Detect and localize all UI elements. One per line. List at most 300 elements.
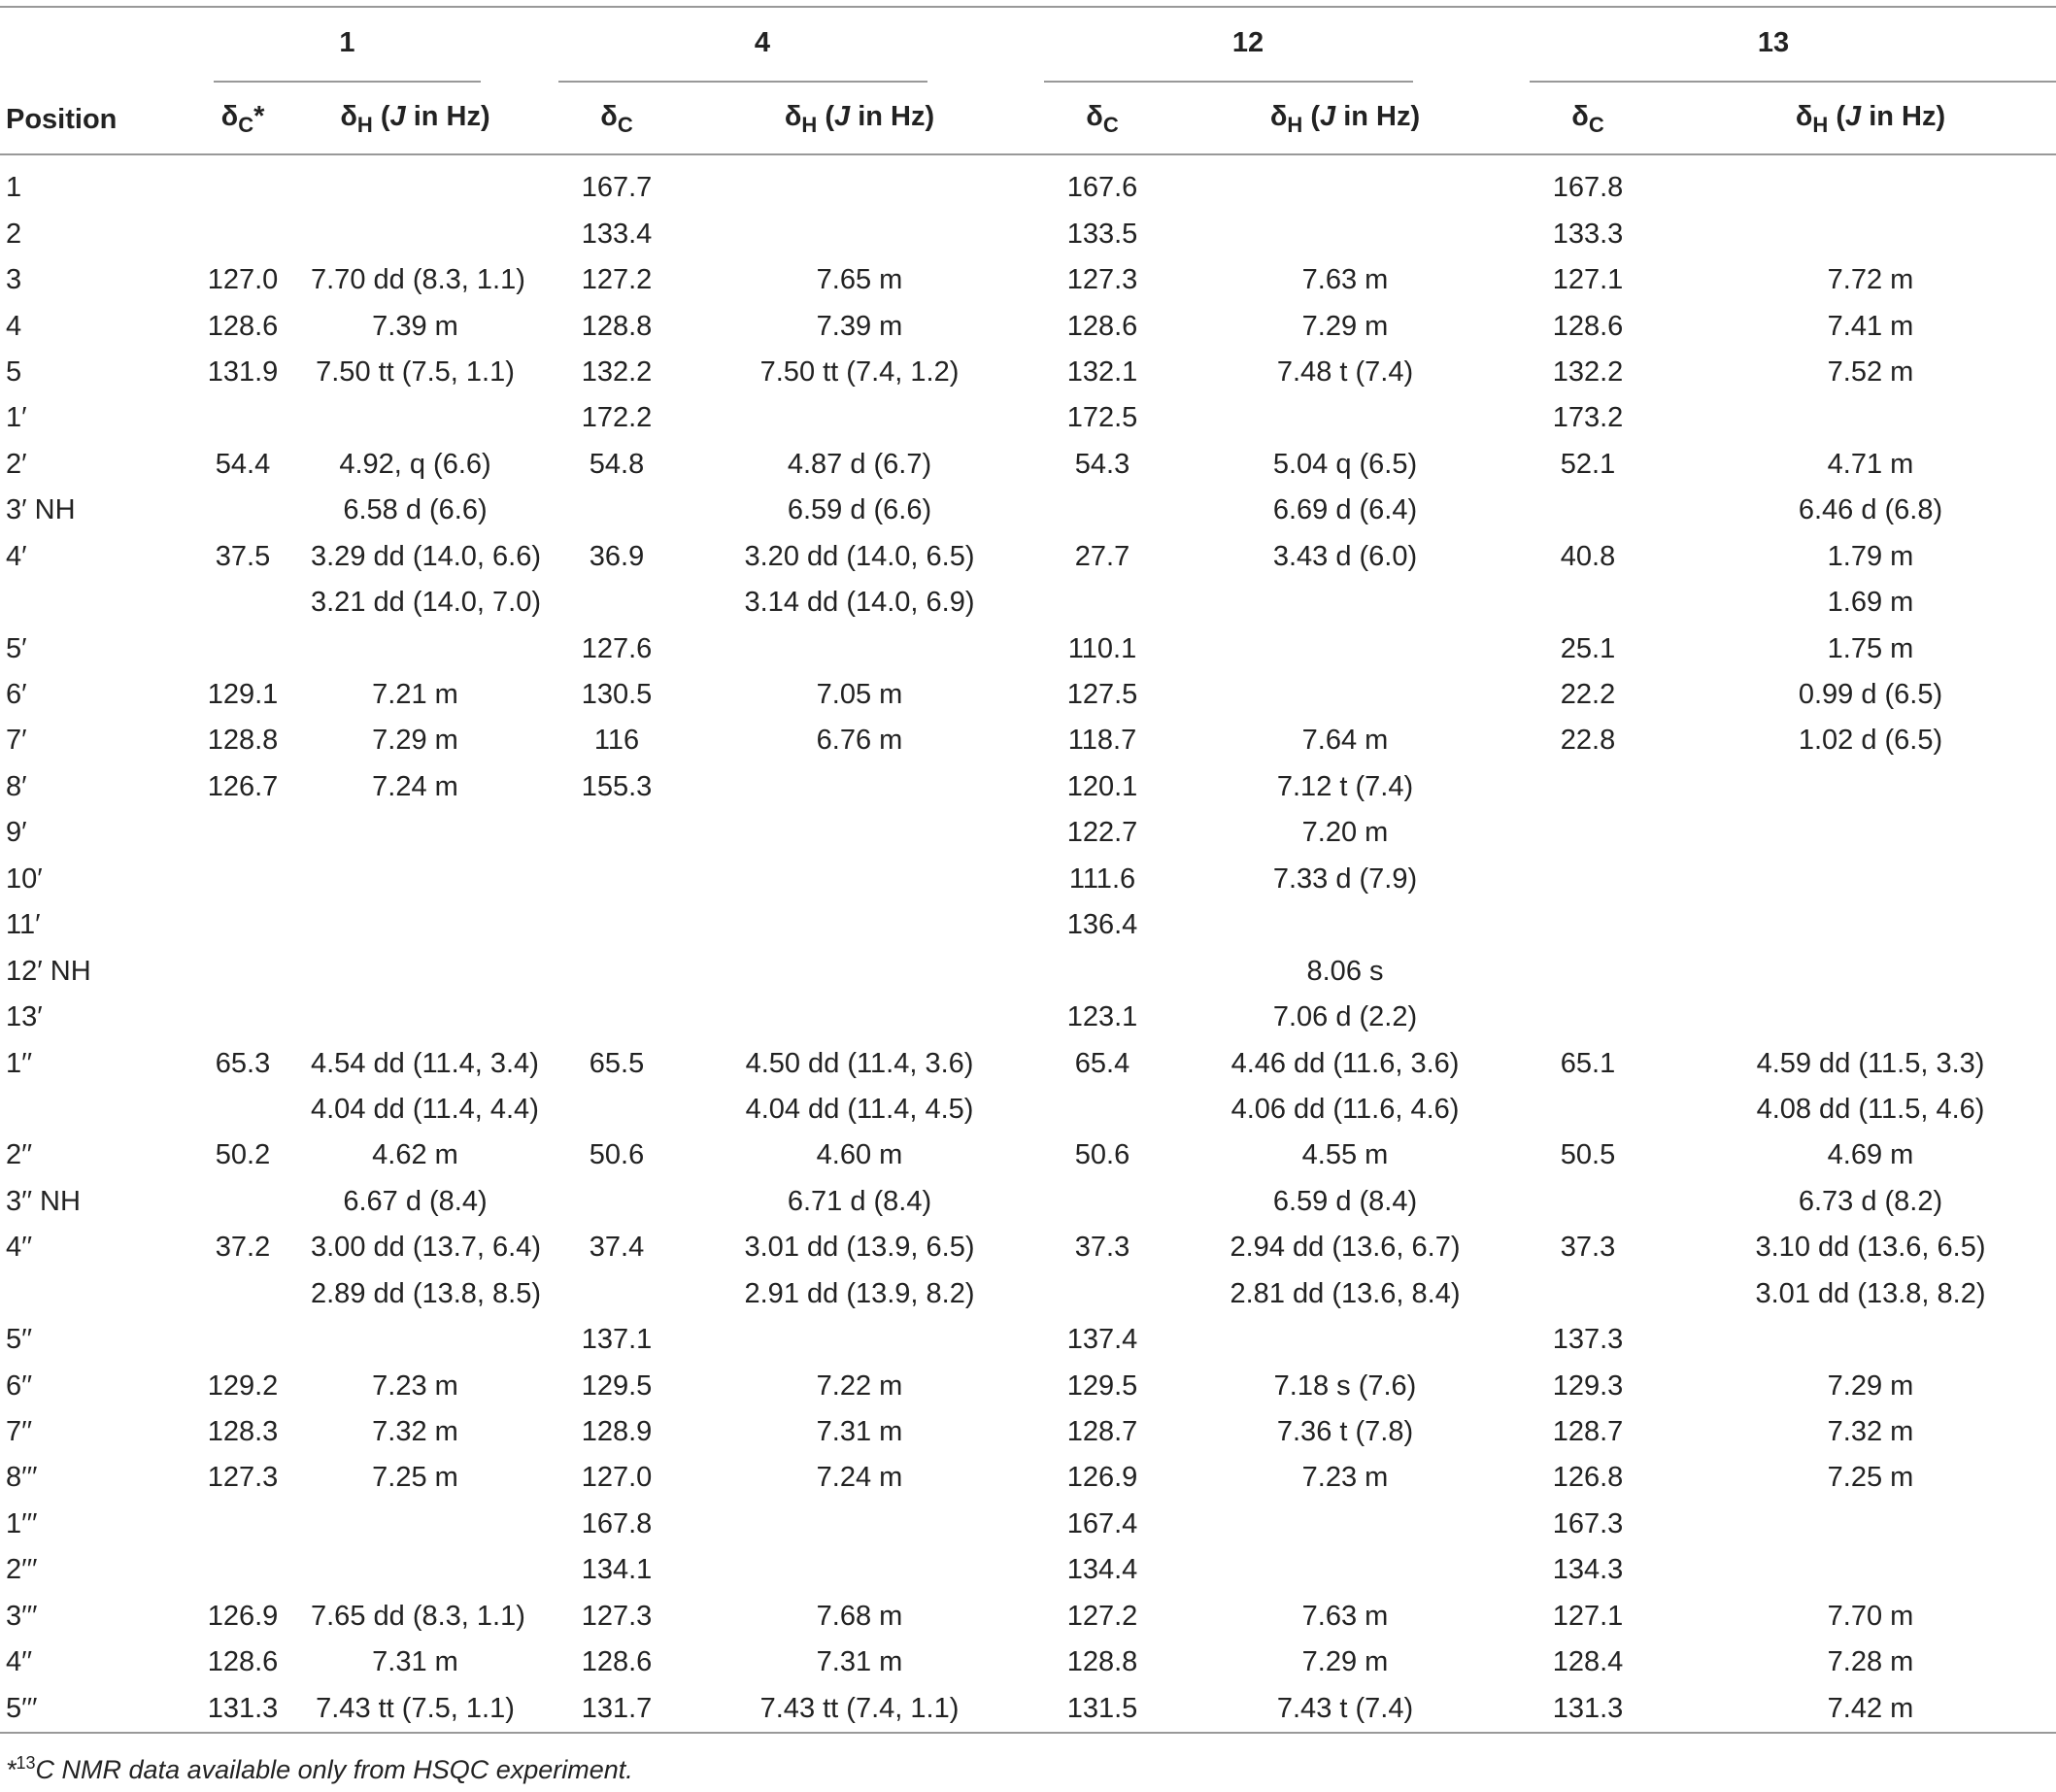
dh-cell: 7.05 m xyxy=(816,679,903,711)
dc-cell xyxy=(520,580,714,626)
dh-cell: 7.31 m xyxy=(372,1646,458,1678)
dh-cell xyxy=(714,902,1005,948)
dh-cell xyxy=(714,810,1005,856)
position-cell xyxy=(0,1271,175,1317)
table-row xyxy=(0,995,2056,1040)
dc-cell: 37.4 xyxy=(589,1232,645,1264)
column-header-row xyxy=(0,85,2056,154)
dh-cell: 1.69 m xyxy=(1827,587,1914,619)
compound-header: 1 xyxy=(339,26,355,58)
dh-cell: 4.54 dd (11.4, 3.4) xyxy=(311,1047,539,1079)
dc-cell: 136.4 xyxy=(1066,909,1138,941)
dh-cell: 4.06 dd (11.6, 4.6) xyxy=(1230,1093,1460,1125)
table-row xyxy=(0,1685,2056,1732)
position-cell: 3′′ NH xyxy=(6,1185,81,1217)
table-row xyxy=(0,1455,2056,1501)
dc-cell: 54.4 xyxy=(215,448,271,480)
dc-cell: 110.1 xyxy=(1067,632,1137,664)
table-row xyxy=(0,1409,2056,1455)
dh-cell: 2.81 dd (13.6, 8.4) xyxy=(1230,1277,1461,1309)
dh-cell xyxy=(1685,395,2056,441)
table-row xyxy=(0,1271,2056,1317)
dh-cell: 3.01 dd (13.8, 8.2) xyxy=(1755,1277,1986,1309)
dh-cell xyxy=(714,764,1005,810)
dc-cell: 167.6 xyxy=(1066,172,1138,204)
dh-cell: 6.71 d (8.4) xyxy=(787,1185,932,1217)
dc-cell: 133.3 xyxy=(1552,218,1624,250)
dc-cell xyxy=(175,1502,311,1547)
dh-cell: 1.75 m xyxy=(1827,632,1914,664)
dh-cell xyxy=(1199,211,1491,256)
dc-cell xyxy=(175,211,311,256)
position-cell: 2′′ xyxy=(6,1139,33,1171)
dc-cell: 129.1 xyxy=(207,679,279,711)
table-row xyxy=(0,626,2056,671)
dc-cell: 127.0 xyxy=(207,264,279,296)
dc-header: $\delta_C$ xyxy=(520,85,714,154)
dh-cell xyxy=(311,626,520,671)
dc-cell: 120.1 xyxy=(1066,770,1138,802)
dc-cell: 25.1 xyxy=(1560,632,1616,664)
dc-cell: 134.3 xyxy=(1552,1554,1624,1586)
dh-header: $\delta_H$ (J in Hz) xyxy=(311,85,520,154)
dh-cell xyxy=(714,211,1005,256)
dh-cell xyxy=(1685,211,2056,256)
dc-cell: 127.0 xyxy=(581,1462,653,1494)
dh-cell xyxy=(311,995,520,1040)
dc-cell: 167.7 xyxy=(581,172,653,204)
dh-cell: 4.71 m xyxy=(1827,448,1914,480)
dc-cell: 131.7 xyxy=(581,1692,653,1724)
dc-cell xyxy=(1005,488,1199,533)
table-row xyxy=(0,350,2056,395)
dh-cell: 7.48 t (7.4) xyxy=(1276,355,1414,388)
dh-cell: 7.70 dd (8.3, 1.1) xyxy=(311,264,525,296)
dh-cell xyxy=(1199,154,1491,211)
dc-cell: 52.1 xyxy=(1560,448,1616,480)
dc-cell: 27.7 xyxy=(1074,540,1130,572)
dh-cell xyxy=(714,1547,1005,1593)
dc-cell: 37.3 xyxy=(1074,1232,1130,1264)
dh-cell: 7.24 m xyxy=(816,1462,903,1494)
dh-cell: 8.06 s xyxy=(1306,955,1384,987)
dh-cell xyxy=(311,395,520,441)
table-row xyxy=(0,257,2056,303)
dh-cell: 6.69 d (6.4) xyxy=(1272,494,1418,526)
dh-cell: 4.04 dd (11.4, 4.5) xyxy=(745,1093,974,1125)
position-cell: 4′ xyxy=(6,540,27,572)
dh-cell xyxy=(311,810,520,856)
dc-cell xyxy=(1491,1271,1685,1317)
dc-cell xyxy=(175,488,311,533)
dc-cell xyxy=(520,995,714,1040)
dh-cell: 7.41 m xyxy=(1827,310,1914,342)
dh-cell xyxy=(714,1502,1005,1547)
position-cell: 2′′′ xyxy=(6,1554,38,1586)
dc-cell: 129.2 xyxy=(207,1369,279,1402)
dc-cell: 37.5 xyxy=(215,540,271,572)
dh-cell xyxy=(311,211,520,256)
dc-cell xyxy=(1491,857,1685,902)
dc-cell xyxy=(175,810,311,856)
table-row xyxy=(0,1640,2056,1685)
table-row xyxy=(0,1133,2056,1178)
dc-cell: 126.9 xyxy=(207,1600,279,1632)
dh-cell xyxy=(1685,810,2056,856)
dc-cell: 65.4 xyxy=(1074,1047,1130,1079)
dc-cell xyxy=(1005,1179,1199,1225)
dc-cell: 54.3 xyxy=(1074,448,1130,480)
dh-cell xyxy=(311,1502,520,1547)
dh-cell: 7.23 m xyxy=(372,1369,458,1402)
dh-cell: 7.25 m xyxy=(372,1462,458,1494)
dc-cell: 123.1 xyxy=(1066,1001,1138,1033)
dc-header: $\delta_C$ xyxy=(1005,85,1199,154)
table-row xyxy=(0,902,2056,948)
dh-cell xyxy=(311,1317,520,1363)
dc-cell: 172.5 xyxy=(1066,402,1138,434)
dc-cell: 128.8 xyxy=(581,310,653,342)
dh-cell xyxy=(1685,764,2056,810)
dh-header: $\delta_H$ (J in Hz) xyxy=(1685,85,2056,154)
dc-cell: 127.2 xyxy=(1066,1600,1138,1632)
dc-cell xyxy=(1491,810,1685,856)
table-row xyxy=(0,154,2056,211)
dc-cell xyxy=(1491,488,1685,533)
dh-cell: 3.00 dd (13.7, 6.4) xyxy=(311,1232,541,1264)
table-body xyxy=(0,154,2056,1733)
position-cell: 8′′′ xyxy=(6,1462,38,1494)
table-row xyxy=(0,1502,2056,1547)
dh-cell: 3.29 dd (14.0, 6.6) xyxy=(311,540,541,572)
dh-cell: 6.76 m xyxy=(816,725,903,757)
dh-cell: 1.79 m xyxy=(1827,540,1914,572)
dc-cell xyxy=(175,1087,311,1133)
table-bottom-rule xyxy=(0,1733,2056,1734)
position-cell: 13′ xyxy=(6,1001,43,1033)
position-cell: 9′ xyxy=(6,817,27,849)
position-cell: 12′ NH xyxy=(6,955,91,987)
dh-cell xyxy=(311,857,520,902)
dc-cell: 167.4 xyxy=(1066,1507,1138,1539)
compound-header: 4 xyxy=(754,26,771,58)
dh-cell: 7.65 m xyxy=(816,264,903,296)
dh-cell xyxy=(714,948,1005,994)
dh-cell: 7.50 tt (7.4, 1.2) xyxy=(759,355,960,388)
dh-cell: 7.36 t (7.8) xyxy=(1276,1416,1414,1448)
dh-cell xyxy=(1199,902,1491,948)
dc-cell: 127.5 xyxy=(1066,679,1138,711)
position-cell: 1 xyxy=(6,172,22,204)
position-header: Position xyxy=(0,85,175,154)
dh-cell: 4.04 dd (11.4, 4.4) xyxy=(311,1093,539,1125)
dh-cell: 4.62 m xyxy=(372,1139,458,1171)
dc-cell: 128.8 xyxy=(1066,1646,1138,1678)
dc-cell: 137.3 xyxy=(1552,1324,1624,1356)
dh-cell: 7.22 m xyxy=(816,1369,903,1402)
position-cell: 1′′′ xyxy=(6,1507,38,1539)
dc-header: $\delta_C*$ xyxy=(175,85,311,154)
position-cell: 5′′ xyxy=(6,1324,33,1356)
position-cell: 11′ xyxy=(6,909,41,941)
dc-cell: 65.5 xyxy=(589,1047,645,1079)
dh-cell xyxy=(714,626,1005,671)
dh-cell xyxy=(714,154,1005,211)
dh-cell xyxy=(1199,1547,1491,1593)
dh-header: $\delta_H$ (J in Hz) xyxy=(714,85,1005,154)
table-row xyxy=(0,580,2056,626)
dc-cell xyxy=(175,1547,311,1593)
table-row xyxy=(0,1594,2056,1640)
dh-cell: 7.29 m xyxy=(1301,310,1389,342)
table-row xyxy=(0,764,2056,810)
position-cell: 2′ xyxy=(6,448,27,480)
dc-cell: 126.7 xyxy=(207,770,279,802)
dc-cell: 54.8 xyxy=(589,448,645,480)
dh-cell xyxy=(714,1317,1005,1363)
dh-cell: 2.91 dd (13.9, 8.2) xyxy=(744,1277,975,1309)
table-row xyxy=(0,810,2056,856)
dc-cell: 122.7 xyxy=(1066,817,1138,849)
position-cell: 10′ xyxy=(6,862,43,895)
position-cell: 1′′ xyxy=(6,1047,33,1079)
table-row xyxy=(0,1087,2056,1133)
dh-cell: 6.59 d (6.6) xyxy=(787,494,932,526)
dh-cell xyxy=(1685,154,2056,211)
table-row xyxy=(0,1179,2056,1225)
compound-underline xyxy=(1530,81,2056,83)
dc-cell: 50.2 xyxy=(215,1139,271,1171)
dh-cell: 7.29 m xyxy=(372,725,458,757)
dh-header: $\delta_H$ (J in Hz) xyxy=(1199,85,1491,154)
position-cell: 7′′ xyxy=(6,1416,33,1448)
dh-cell: 7.70 m xyxy=(1827,1600,1914,1632)
dh-cell: 6.46 d (6.8) xyxy=(1798,494,1943,526)
dc-cell: 50.5 xyxy=(1560,1139,1616,1171)
dc-cell: 128.6 xyxy=(207,310,279,342)
dc-cell: 118.7 xyxy=(1067,725,1137,757)
position-cell: 8′ xyxy=(6,770,27,802)
dc-cell xyxy=(175,395,311,441)
dc-cell: 172.2 xyxy=(581,402,653,434)
dh-cell xyxy=(1685,995,2056,1040)
dc-cell xyxy=(175,154,311,211)
table-row xyxy=(0,211,2056,256)
dc-cell: 129.5 xyxy=(581,1369,653,1402)
dh-cell xyxy=(1685,1317,2056,1363)
dh-cell: 7.65 dd (8.3, 1.1) xyxy=(311,1600,525,1632)
position-cell xyxy=(0,1087,175,1133)
dh-cell: 3.21 dd (14.0, 7.0) xyxy=(311,587,541,619)
position-cell: 3′ NH xyxy=(6,494,76,526)
dc-cell: 127.6 xyxy=(581,632,653,664)
dc-cell: 167.8 xyxy=(1552,172,1624,204)
dc-cell xyxy=(175,948,311,994)
dh-cell: 6.67 d (8.4) xyxy=(343,1185,488,1217)
position-cell: 6′′ xyxy=(6,1369,33,1402)
dc-cell xyxy=(175,1317,311,1363)
compound-underline xyxy=(214,81,481,83)
position-cell xyxy=(0,580,175,626)
dh-cell xyxy=(1199,626,1491,671)
position-cell: 2 xyxy=(6,218,22,250)
dc-cell: 111.6 xyxy=(1068,862,1136,895)
dh-cell xyxy=(714,395,1005,441)
position-cell: 4′′ xyxy=(6,1232,33,1264)
dc-cell: 133.4 xyxy=(581,218,653,250)
dh-cell: 6.58 d (6.6) xyxy=(343,494,488,526)
dc-cell xyxy=(175,857,311,902)
dc-cell xyxy=(520,1271,714,1317)
dh-cell: 1.02 d (6.5) xyxy=(1798,725,1943,757)
dc-cell: 36.9 xyxy=(589,540,645,572)
dh-cell xyxy=(714,995,1005,1040)
position-cell: 1′ xyxy=(6,402,27,434)
dc-cell: 126.8 xyxy=(1552,1462,1624,1494)
dc-cell xyxy=(1491,948,1685,994)
dh-cell: 7.24 m xyxy=(372,770,458,802)
table-row xyxy=(0,672,2056,718)
dc-cell: 132.2 xyxy=(1552,355,1624,388)
dc-cell: 127.2 xyxy=(581,264,653,296)
dh-cell: 4.55 m xyxy=(1301,1139,1389,1171)
dc-cell: 129.3 xyxy=(1552,1369,1624,1402)
dh-cell xyxy=(1685,1547,2056,1593)
dc-cell xyxy=(1005,948,1199,994)
dc-cell: 137.1 xyxy=(581,1324,653,1356)
dc-cell xyxy=(520,1179,714,1225)
dc-cell: 22.8 xyxy=(1560,725,1616,757)
dh-cell: 4.92, q (6.6) xyxy=(339,448,491,480)
dh-cell xyxy=(1199,672,1491,718)
dc-cell xyxy=(175,626,311,671)
position-cell: 5′ xyxy=(6,632,27,664)
dh-cell: 3.01 dd (13.9, 6.5) xyxy=(744,1232,975,1264)
dh-cell xyxy=(1685,902,2056,948)
dc-cell: 127.3 xyxy=(1066,264,1138,296)
dh-cell: 3.43 d (6.0) xyxy=(1272,540,1418,572)
dc-cell xyxy=(520,810,714,856)
dc-cell xyxy=(1005,1271,1199,1317)
dc-cell xyxy=(520,948,714,994)
dc-cell: 127.3 xyxy=(207,1462,279,1494)
position-cell: 5 xyxy=(6,355,22,388)
dc-cell: 126.9 xyxy=(1066,1462,1138,1494)
dc-cell xyxy=(1005,580,1199,626)
dh-cell: 4.50 dd (11.4, 3.6) xyxy=(745,1047,974,1079)
dc-cell: 128.3 xyxy=(207,1416,279,1448)
dc-cell: 127.3 xyxy=(581,1600,653,1632)
dh-cell: 7.39 m xyxy=(372,310,458,342)
dh-cell: 7.31 m xyxy=(816,1416,903,1448)
dc-cell: 132.2 xyxy=(581,355,653,388)
dh-cell: 7.42 m xyxy=(1827,1692,1914,1724)
dh-cell: 3.10 dd (13.6, 6.5) xyxy=(1755,1232,1986,1264)
dc-cell: 127.1 xyxy=(1552,1600,1624,1632)
table-row xyxy=(0,303,2056,349)
dc-cell: 132.1 xyxy=(1066,355,1138,388)
dc-cell xyxy=(175,1271,311,1317)
dh-cell: 2.94 dd (13.6, 6.7) xyxy=(1230,1232,1461,1264)
dh-cell: 7.52 m xyxy=(1827,355,1914,388)
dc-cell xyxy=(175,995,311,1040)
dc-cell: 22.2 xyxy=(1560,679,1616,711)
dc-cell: 128.4 xyxy=(1552,1646,1624,1678)
dh-cell: 7.32 m xyxy=(1827,1416,1914,1448)
dc-cell: 129.5 xyxy=(1066,1369,1138,1402)
dh-cell: 7.43 tt (7.4, 1.1) xyxy=(759,1692,960,1724)
table-row xyxy=(0,857,2056,902)
dc-cell: 65.1 xyxy=(1560,1047,1616,1079)
dc-cell xyxy=(520,857,714,902)
dh-cell: 3.14 dd (14.0, 6.9) xyxy=(744,587,975,619)
table-row xyxy=(0,395,2056,441)
dh-cell xyxy=(311,948,520,994)
dc-cell: 127.1 xyxy=(1552,264,1624,296)
dh-cell xyxy=(1199,580,1491,626)
dc-cell: 131.3 xyxy=(207,1692,279,1724)
compound-header: 12 xyxy=(1231,26,1264,58)
dh-cell xyxy=(1199,1502,1491,1547)
dc-cell: 137.4 xyxy=(1066,1324,1138,1356)
dc-cell xyxy=(1491,995,1685,1040)
dc-cell: 134.1 xyxy=(581,1554,653,1586)
dh-cell xyxy=(311,1547,520,1593)
dh-cell: 7.23 m xyxy=(1301,1462,1389,1494)
dh-cell xyxy=(311,154,520,211)
dc-cell xyxy=(520,902,714,948)
position-cell: 5′′′ xyxy=(6,1692,38,1724)
dc-cell xyxy=(1491,580,1685,626)
dc-cell: 116 xyxy=(593,725,640,757)
dc-cell: 128.7 xyxy=(1066,1416,1138,1448)
compound-underline-row xyxy=(0,78,2056,85)
dh-cell: 7.43 tt (7.5, 1.1) xyxy=(316,1692,515,1724)
dh-cell: 4.46 dd (11.6, 3.6) xyxy=(1230,1047,1460,1079)
dh-cell: 7.63 m xyxy=(1301,1600,1389,1632)
dc-cell xyxy=(520,488,714,533)
dc-header: $\delta_C$ xyxy=(1491,85,1685,154)
dh-cell: 7.39 m xyxy=(816,310,903,342)
dh-cell: 0.99 d (6.5) xyxy=(1798,679,1943,711)
compound-underline xyxy=(1044,81,1413,83)
dc-cell xyxy=(520,1087,714,1133)
table-row xyxy=(0,1317,2056,1363)
position-cell: 3′′′ xyxy=(6,1600,38,1632)
dh-cell: 5.04 q (6.5) xyxy=(1272,448,1418,480)
dh-cell: 7.29 m xyxy=(1301,1646,1389,1678)
dc-cell xyxy=(175,580,311,626)
dh-cell: 7.33 d (7.9) xyxy=(1272,862,1418,895)
dc-cell: 131.3 xyxy=(1552,1692,1624,1724)
dh-cell: 4.87 d (6.7) xyxy=(787,448,932,480)
dc-cell: 128.6 xyxy=(207,1646,279,1678)
dh-cell: 4.08 dd (11.5, 4.6) xyxy=(1756,1093,1985,1125)
table-row xyxy=(0,948,2056,994)
table-row xyxy=(0,718,2056,763)
dh-cell: 7.28 m xyxy=(1827,1646,1914,1678)
position-cell: 7′ xyxy=(6,725,27,757)
position-cell: 6′ xyxy=(6,679,27,711)
dc-cell: 128.7 xyxy=(1552,1416,1624,1448)
dc-cell: 128.9 xyxy=(581,1416,653,1448)
table-row xyxy=(0,1363,2056,1408)
dc-cell: 167.3 xyxy=(1552,1507,1624,1539)
dh-cell: 7.29 m xyxy=(1827,1369,1914,1402)
compound-underline xyxy=(558,81,927,83)
dc-cell: 37.2 xyxy=(215,1232,271,1264)
dh-cell: 7.64 m xyxy=(1301,725,1389,757)
